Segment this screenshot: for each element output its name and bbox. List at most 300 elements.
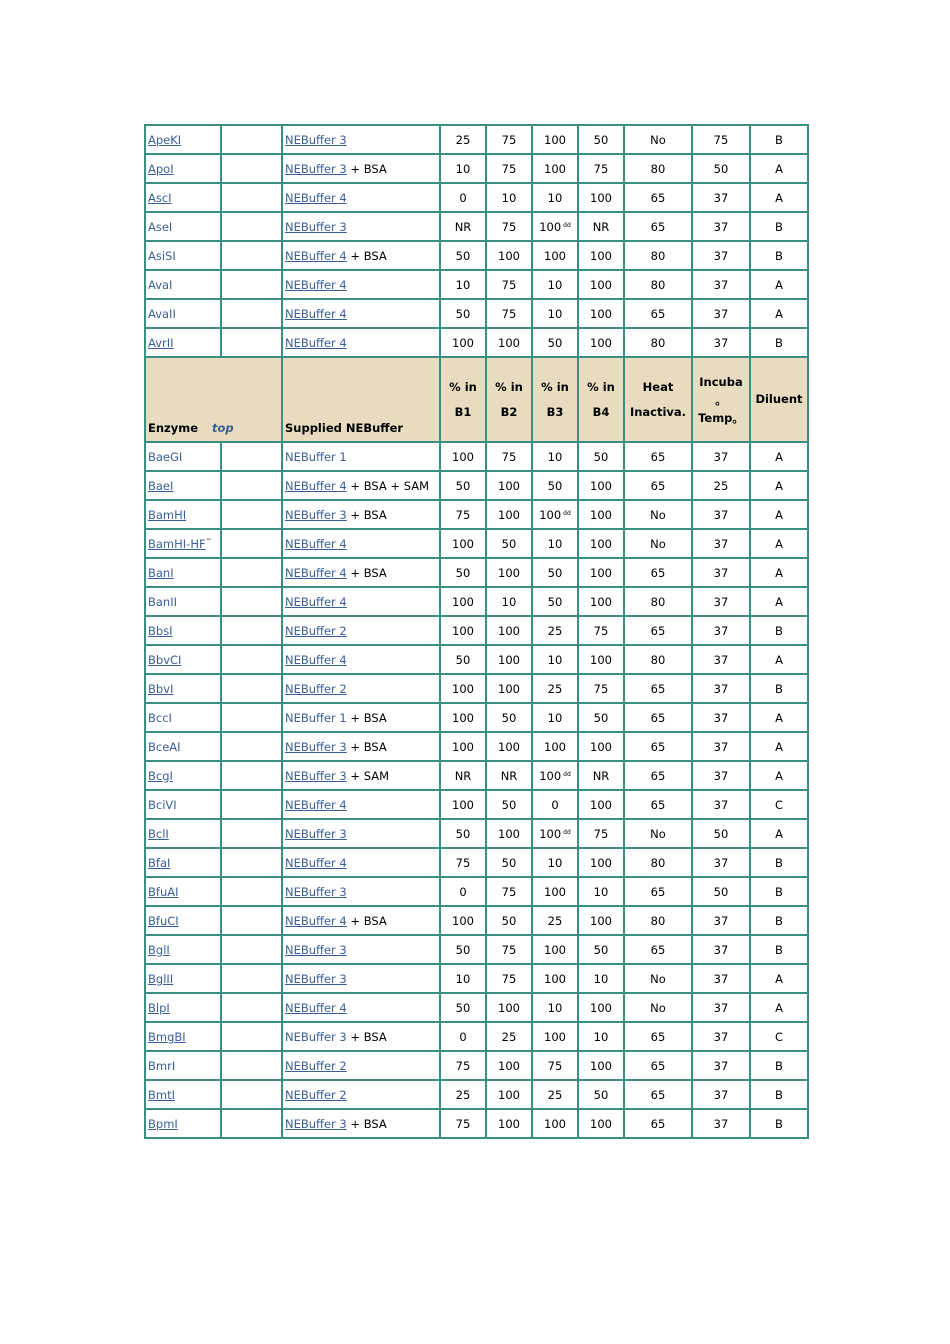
enzyme-name-cell: [145, 935, 221, 964]
enzyme-name-cell: [145, 616, 221, 645]
buffer-additive: + BSA: [346, 710, 387, 725]
temp-cell: [692, 212, 750, 241]
b1-cell: [440, 442, 486, 471]
heat-cell: [624, 848, 692, 877]
heat-value: 65: [650, 710, 666, 725]
b2-cell: [486, 848, 532, 877]
b4-cell: [578, 761, 624, 790]
enzyme-name-cell: [145, 790, 221, 819]
buffer-link[interactable]: NEBuffer 3: [285, 507, 347, 522]
b4-cell: [578, 212, 624, 241]
temp-value: 37: [713, 1058, 729, 1073]
enzyme-name-cell: [145, 761, 221, 790]
b1-cell: [440, 819, 486, 848]
heat-value: No: [650, 132, 666, 147]
header-temp-line3: Temp。: [698, 410, 744, 425]
b2-value: 50: [501, 710, 517, 725]
table-row: [145, 732, 808, 761]
diluent-cell: [750, 270, 808, 299]
b2-cell: [486, 558, 532, 587]
b1-value: 100: [452, 536, 474, 551]
enzyme-link[interactable]: BbvI: [148, 681, 174, 696]
table-row: [145, 529, 808, 558]
enzyme-name: AseI: [148, 219, 173, 234]
diluent-cell: [750, 328, 808, 357]
b3-cell: [532, 819, 578, 848]
enzyme-link[interactable]: BmtI: [148, 1087, 175, 1102]
enzyme-link[interactable]: BclI: [148, 826, 169, 841]
buffer-additive: + BSA: [346, 913, 387, 928]
b2-cell: [486, 790, 532, 819]
dd-footnote-mark: dd: [563, 770, 571, 778]
buffer-link[interactable]: NEBuffer 4: [285, 277, 347, 292]
empty-cell: [221, 558, 282, 587]
b4-cell: [578, 848, 624, 877]
b1-value: 25: [455, 132, 471, 147]
b2-cell: [486, 906, 532, 935]
buffer-link[interactable]: NEBuffer 4: [285, 565, 347, 580]
b4-value: 50: [593, 710, 609, 725]
b3-cell: [532, 906, 578, 935]
buffer-additive: + BSA: [346, 161, 387, 176]
buffer-link[interactable]: NEBuffer 4: [285, 306, 347, 321]
temp-value: 75: [713, 132, 729, 147]
b3-value: 50: [547, 478, 563, 493]
enzyme-name-cell: [145, 587, 221, 616]
diluent-value: A: [775, 565, 783, 580]
b1-cell: [440, 241, 486, 270]
b3-value: 10: [547, 1000, 563, 1015]
b2-value: 100: [498, 1058, 520, 1073]
b1-value: 50: [455, 248, 471, 263]
b2-value: 10: [501, 594, 517, 609]
b4-cell: [578, 732, 624, 761]
buffer-link[interactable]: NEBuffer 2: [285, 623, 347, 638]
heat-cell: [624, 154, 692, 183]
table-body-top: [145, 125, 808, 357]
b4-cell: [578, 1080, 624, 1109]
table-row: [145, 183, 808, 212]
header-heat-line2: Inactiva.: [629, 404, 687, 419]
enzyme-link[interactable]: BbsI: [148, 623, 173, 638]
buffer-cell: [282, 964, 440, 993]
b2-cell: [486, 270, 532, 299]
b4-cell: [578, 587, 624, 616]
buffer-link[interactable]: NEBuffer 3: [285, 942, 347, 957]
temp-cell: [692, 964, 750, 993]
enzyme-link[interactable]: AscI: [148, 190, 172, 205]
enzyme-link[interactable]: BmgBI: [148, 1029, 186, 1044]
buffer-cell: [282, 761, 440, 790]
b1-value: NR: [454, 219, 472, 234]
b3-cell: [532, 1109, 578, 1138]
heat-cell: [624, 1051, 692, 1080]
b2-cell: [486, 993, 532, 1022]
buffer-link[interactable]: NEBuffer 3: [285, 971, 347, 986]
buffer-cell: [282, 529, 440, 558]
heat-value: 80: [650, 335, 666, 350]
heat-cell: [624, 529, 692, 558]
temp-cell: [692, 703, 750, 732]
b4-cell: [578, 1109, 624, 1138]
temp-value: 37: [713, 681, 729, 696]
diluent-value: B: [775, 248, 783, 263]
header-b2-line1: % in: [495, 379, 523, 394]
b1-cell: [440, 500, 486, 529]
heat-cell: [624, 645, 692, 674]
empty-cell: [221, 993, 282, 1022]
b4-value: 100: [590, 739, 612, 754]
heat-value: No: [650, 826, 666, 841]
b4-value: 100: [590, 1058, 612, 1073]
enzyme-name: AvaII: [148, 306, 176, 321]
b2-value: 100: [498, 623, 520, 638]
buffer-cell: [282, 183, 440, 212]
b2-value: 25: [501, 1029, 517, 1044]
diluent-cell: [750, 674, 808, 703]
heat-value: 65: [650, 1116, 666, 1131]
b3-cell: [532, 270, 578, 299]
b3-cell: [532, 529, 578, 558]
heat-cell: [624, 674, 692, 703]
b4-cell: [578, 703, 624, 732]
diluent-cell: [750, 1051, 808, 1080]
enzyme-link[interactable]: BlpI: [148, 1000, 170, 1015]
table-row: [145, 328, 808, 357]
table-row: [145, 500, 808, 529]
diluent-cell: [750, 906, 808, 935]
table-row: [145, 1080, 808, 1109]
empty-cell: [221, 819, 282, 848]
b1-value: 50: [455, 652, 471, 667]
b1-cell: [440, 529, 486, 558]
b3-value: 25: [547, 913, 563, 928]
buffer-link[interactable]: NEBuffer 2: [285, 1058, 347, 1073]
buffer-link[interactable]: NEBuffer 3: [285, 219, 347, 234]
temp-cell: [692, 442, 750, 471]
buffer-cell: [282, 299, 440, 328]
b4-value: 100: [590, 335, 612, 350]
b1-cell: [440, 964, 486, 993]
table-row: [145, 154, 808, 183]
enzyme-name-cell: [145, 703, 221, 732]
b2-value: 50: [501, 913, 517, 928]
b3-value: 50: [547, 594, 563, 609]
heat-value: 65: [650, 306, 666, 321]
b3-value: 100: [544, 161, 566, 176]
buffer-cell: [282, 1109, 440, 1138]
buffer-cell: [282, 154, 440, 183]
enzyme-link[interactable]: ApoI: [148, 161, 174, 176]
b1-cell: [440, 1080, 486, 1109]
empty-cell: [221, 790, 282, 819]
buffer-cell: [282, 616, 440, 645]
b4-value: 50: [593, 449, 609, 464]
empty-cell: [221, 125, 282, 154]
b4-cell: [578, 183, 624, 212]
heat-value: 80: [650, 161, 666, 176]
b4-value: NR: [592, 219, 610, 234]
buffer-link[interactable]: NEBuffer 4: [285, 652, 347, 667]
buffer-cell: [282, 790, 440, 819]
b4-value: 100: [590, 248, 612, 263]
enzyme-name-cell: [145, 732, 221, 761]
enzyme-link[interactable]: BanI: [148, 565, 174, 580]
enzyme-name-cell: [145, 993, 221, 1022]
b4-cell: [578, 270, 624, 299]
enzyme-link[interactable]: BpmI: [148, 1116, 178, 1131]
heat-value: No: [650, 536, 666, 551]
diluent-value: A: [775, 306, 783, 321]
b3-value: 10: [547, 277, 563, 292]
b1-cell: [440, 1022, 486, 1051]
b3-value: 100: [544, 739, 566, 754]
header-b2: [486, 357, 532, 442]
table-row: [145, 906, 808, 935]
enzyme-name: BmrI: [148, 1058, 176, 1073]
table-row: [145, 674, 808, 703]
buffer-link[interactable]: NEBuffer 4: [285, 335, 347, 350]
temp-value: 37: [713, 1116, 729, 1131]
b3-value: 100: [544, 942, 566, 957]
empty-cell: [221, 183, 282, 212]
b2-cell: [486, 819, 532, 848]
temp-cell: [692, 674, 750, 703]
b2-value: 100: [498, 652, 520, 667]
enzyme-name-cell: [145, 241, 221, 270]
enzyme-link[interactable]: BglII: [148, 971, 174, 986]
diluent-value: A: [775, 449, 783, 464]
temp-cell: [692, 906, 750, 935]
buffer-link[interactable]: NEBuffer 3: [285, 739, 347, 754]
b2-cell: [486, 1022, 532, 1051]
b2-cell: [486, 935, 532, 964]
temp-value: 37: [713, 1000, 729, 1015]
buffer-cell: [282, 212, 440, 241]
buffer-link[interactable]: NEBuffer 3: [285, 1116, 347, 1131]
b4-value: 50: [593, 132, 609, 147]
buffer-link[interactable]: NEBuffer 3: [285, 161, 347, 176]
b2-cell: [486, 125, 532, 154]
heat-cell: [624, 993, 692, 1022]
header-b3-line1: % in: [541, 379, 569, 394]
b2-cell: [486, 703, 532, 732]
buffer-cell: [282, 819, 440, 848]
table-row: [145, 761, 808, 790]
temp-value: 37: [713, 335, 729, 350]
b1-cell: [440, 935, 486, 964]
buffer-cell: [282, 993, 440, 1022]
enzyme-name-cell: [145, 906, 221, 935]
b3-value: 10: [547, 710, 563, 725]
b1-value: 50: [455, 565, 471, 580]
b1-value: 50: [455, 942, 471, 957]
buffer-link[interactable]: NEBuffer 3: [285, 132, 347, 147]
temp-value: 37: [713, 855, 729, 870]
temp-value: 37: [713, 536, 729, 551]
temp-cell: [692, 616, 750, 645]
diluent-value: A: [775, 826, 783, 841]
buffer-link[interactable]: NEBuffer 4: [285, 248, 347, 263]
b3-value: 10: [547, 190, 563, 205]
temp-cell: [692, 500, 750, 529]
enzyme-name-cell: [145, 558, 221, 587]
b3-cell: [532, 1022, 578, 1051]
top-link[interactable]: top: [212, 421, 234, 435]
b2-cell: [486, 964, 532, 993]
temp-value: 37: [713, 1087, 729, 1102]
b3-cell: [532, 935, 578, 964]
table-body-bottom: [145, 442, 808, 1138]
b2-cell: [486, 877, 532, 906]
b1-value: 10: [455, 971, 471, 986]
b4-cell: [578, 674, 624, 703]
b3-value: 100: [544, 248, 566, 263]
enzyme-link[interactable]: BglI: [148, 942, 170, 957]
b1-cell: [440, 732, 486, 761]
enzyme-link[interactable]: BcgI: [148, 768, 173, 783]
b4-value: 100: [590, 797, 612, 812]
b4-value: 75: [593, 826, 609, 841]
b4-value: 100: [590, 565, 612, 580]
enzyme-link[interactable]: BaeI: [148, 478, 174, 493]
b2-value: 100: [498, 478, 520, 493]
empty-cell: [221, 270, 282, 299]
dd-footnote-mark: dd: [563, 828, 571, 836]
temp-value: 37: [713, 797, 729, 812]
buffer-link[interactable]: NEBuffer 3: [285, 768, 347, 783]
temp-cell: [692, 645, 750, 674]
heat-value: 65: [650, 219, 666, 234]
b4-value: 100: [590, 277, 612, 292]
empty-cell: [221, 848, 282, 877]
buffer-additive: + BSA: [346, 507, 387, 522]
b2-cell: [486, 761, 532, 790]
table-row: [145, 964, 808, 993]
b4-value: 100: [590, 306, 612, 321]
empty-cell: [221, 212, 282, 241]
b4-value: 100: [590, 536, 612, 551]
buffer-link[interactable]: NEBuffer 4: [285, 1000, 347, 1015]
enzyme-name-cell: [145, 183, 221, 212]
buffer-link[interactable]: NEBuffer 4: [285, 913, 347, 928]
b3-value: 100: [544, 1029, 566, 1044]
b4-value: 100: [590, 913, 612, 928]
temp-cell: [692, 1080, 750, 1109]
temp-cell: [692, 993, 750, 1022]
b2-value: 75: [501, 277, 517, 292]
diluent-value: B: [775, 1116, 783, 1131]
diluent-cell: [750, 587, 808, 616]
diluent-value: B: [775, 219, 783, 234]
diluent-value: A: [775, 190, 783, 205]
buffer-link[interactable]: NEBuffer 4: [285, 478, 347, 493]
buffer-link[interactable]: NEBuffer 4: [285, 594, 347, 609]
buffer-link[interactable]: NEBuffer 2: [285, 681, 347, 696]
buffer-cell: [282, 703, 440, 732]
empty-cell: [221, 703, 282, 732]
diluent-value: B: [775, 1058, 783, 1073]
enzyme-link[interactable]: ApeKI: [148, 132, 182, 147]
b1-cell: [440, 471, 486, 500]
buffer-link[interactable]: NEBuffer 3: [285, 826, 347, 841]
diluent-value: A: [775, 536, 783, 551]
b3-value: 100: [539, 219, 562, 234]
buffer-cell: [282, 1051, 440, 1080]
buffer-link[interactable]: NEBuffer 4: [285, 797, 347, 812]
heat-cell: [624, 1109, 692, 1138]
diluent-value: A: [775, 971, 783, 986]
buffer-link[interactable]: NEBuffer 4: [285, 855, 347, 870]
b2-cell: [486, 154, 532, 183]
diluent-cell: [750, 442, 808, 471]
buffer-link[interactable]: NEBuffer 2: [285, 1087, 347, 1102]
b4-cell: [578, 935, 624, 964]
b3-cell: [532, 212, 578, 241]
buffer-link[interactable]: NEBuffer 4: [285, 536, 347, 551]
diluent-cell: [750, 703, 808, 732]
enzyme-link[interactable]: BbvCI: [148, 652, 182, 667]
enzyme-link[interactable]: BamHI: [148, 507, 187, 522]
enzyme-name: AsiSI: [148, 248, 176, 263]
enzyme-link[interactable]: AvrII: [148, 335, 174, 350]
empty-cell: [221, 1080, 282, 1109]
enzyme-link[interactable]: BamHI-HF: [148, 536, 206, 551]
b1-cell: [440, 587, 486, 616]
heat-value: 65: [650, 190, 666, 205]
empty-cell: [221, 328, 282, 357]
buffer-link[interactable]: NEBuffer 3: [285, 884, 347, 899]
b3-value: 0: [551, 797, 559, 812]
diluent-cell: [750, 732, 808, 761]
b2-cell: [486, 442, 532, 471]
b2-cell: [486, 299, 532, 328]
buffer-link[interactable]: NEBuffer 4: [285, 190, 347, 205]
b3-cell: [532, 328, 578, 357]
b2-value: 50: [501, 536, 517, 551]
b1-cell: [440, 328, 486, 357]
b2-value: 50: [501, 797, 517, 812]
diluent-cell: [750, 558, 808, 587]
b3-cell: [532, 299, 578, 328]
b4-value: 100: [590, 594, 612, 609]
heat-cell: [624, 212, 692, 241]
temp-cell: [692, 154, 750, 183]
table-row: [145, 442, 808, 471]
enzyme-link[interactable]: BfaI: [148, 855, 171, 870]
b3-cell: [532, 732, 578, 761]
b1-cell: [440, 761, 486, 790]
empty-cell: [221, 241, 282, 270]
header-enzyme: [145, 357, 282, 442]
b4-cell: [578, 1051, 624, 1080]
enzyme-link[interactable]: BfuCI: [148, 913, 179, 928]
b2-value: 75: [501, 132, 517, 147]
heat-value: 80: [650, 248, 666, 263]
diluent-value: A: [775, 1000, 783, 1015]
empty-cell: [221, 1109, 282, 1138]
enzyme-link[interactable]: BfuAI: [148, 884, 179, 899]
b4-cell: [578, 500, 624, 529]
b2-value: 100: [498, 1000, 520, 1015]
heat-cell: [624, 819, 692, 848]
diluent-cell: [750, 212, 808, 241]
enzyme-name-cell: [145, 1051, 221, 1080]
b1-value: 50: [455, 1000, 471, 1015]
temp-cell: [692, 587, 750, 616]
b3-value: 25: [547, 1087, 563, 1102]
header-heat-line1: Heat: [642, 379, 674, 394]
